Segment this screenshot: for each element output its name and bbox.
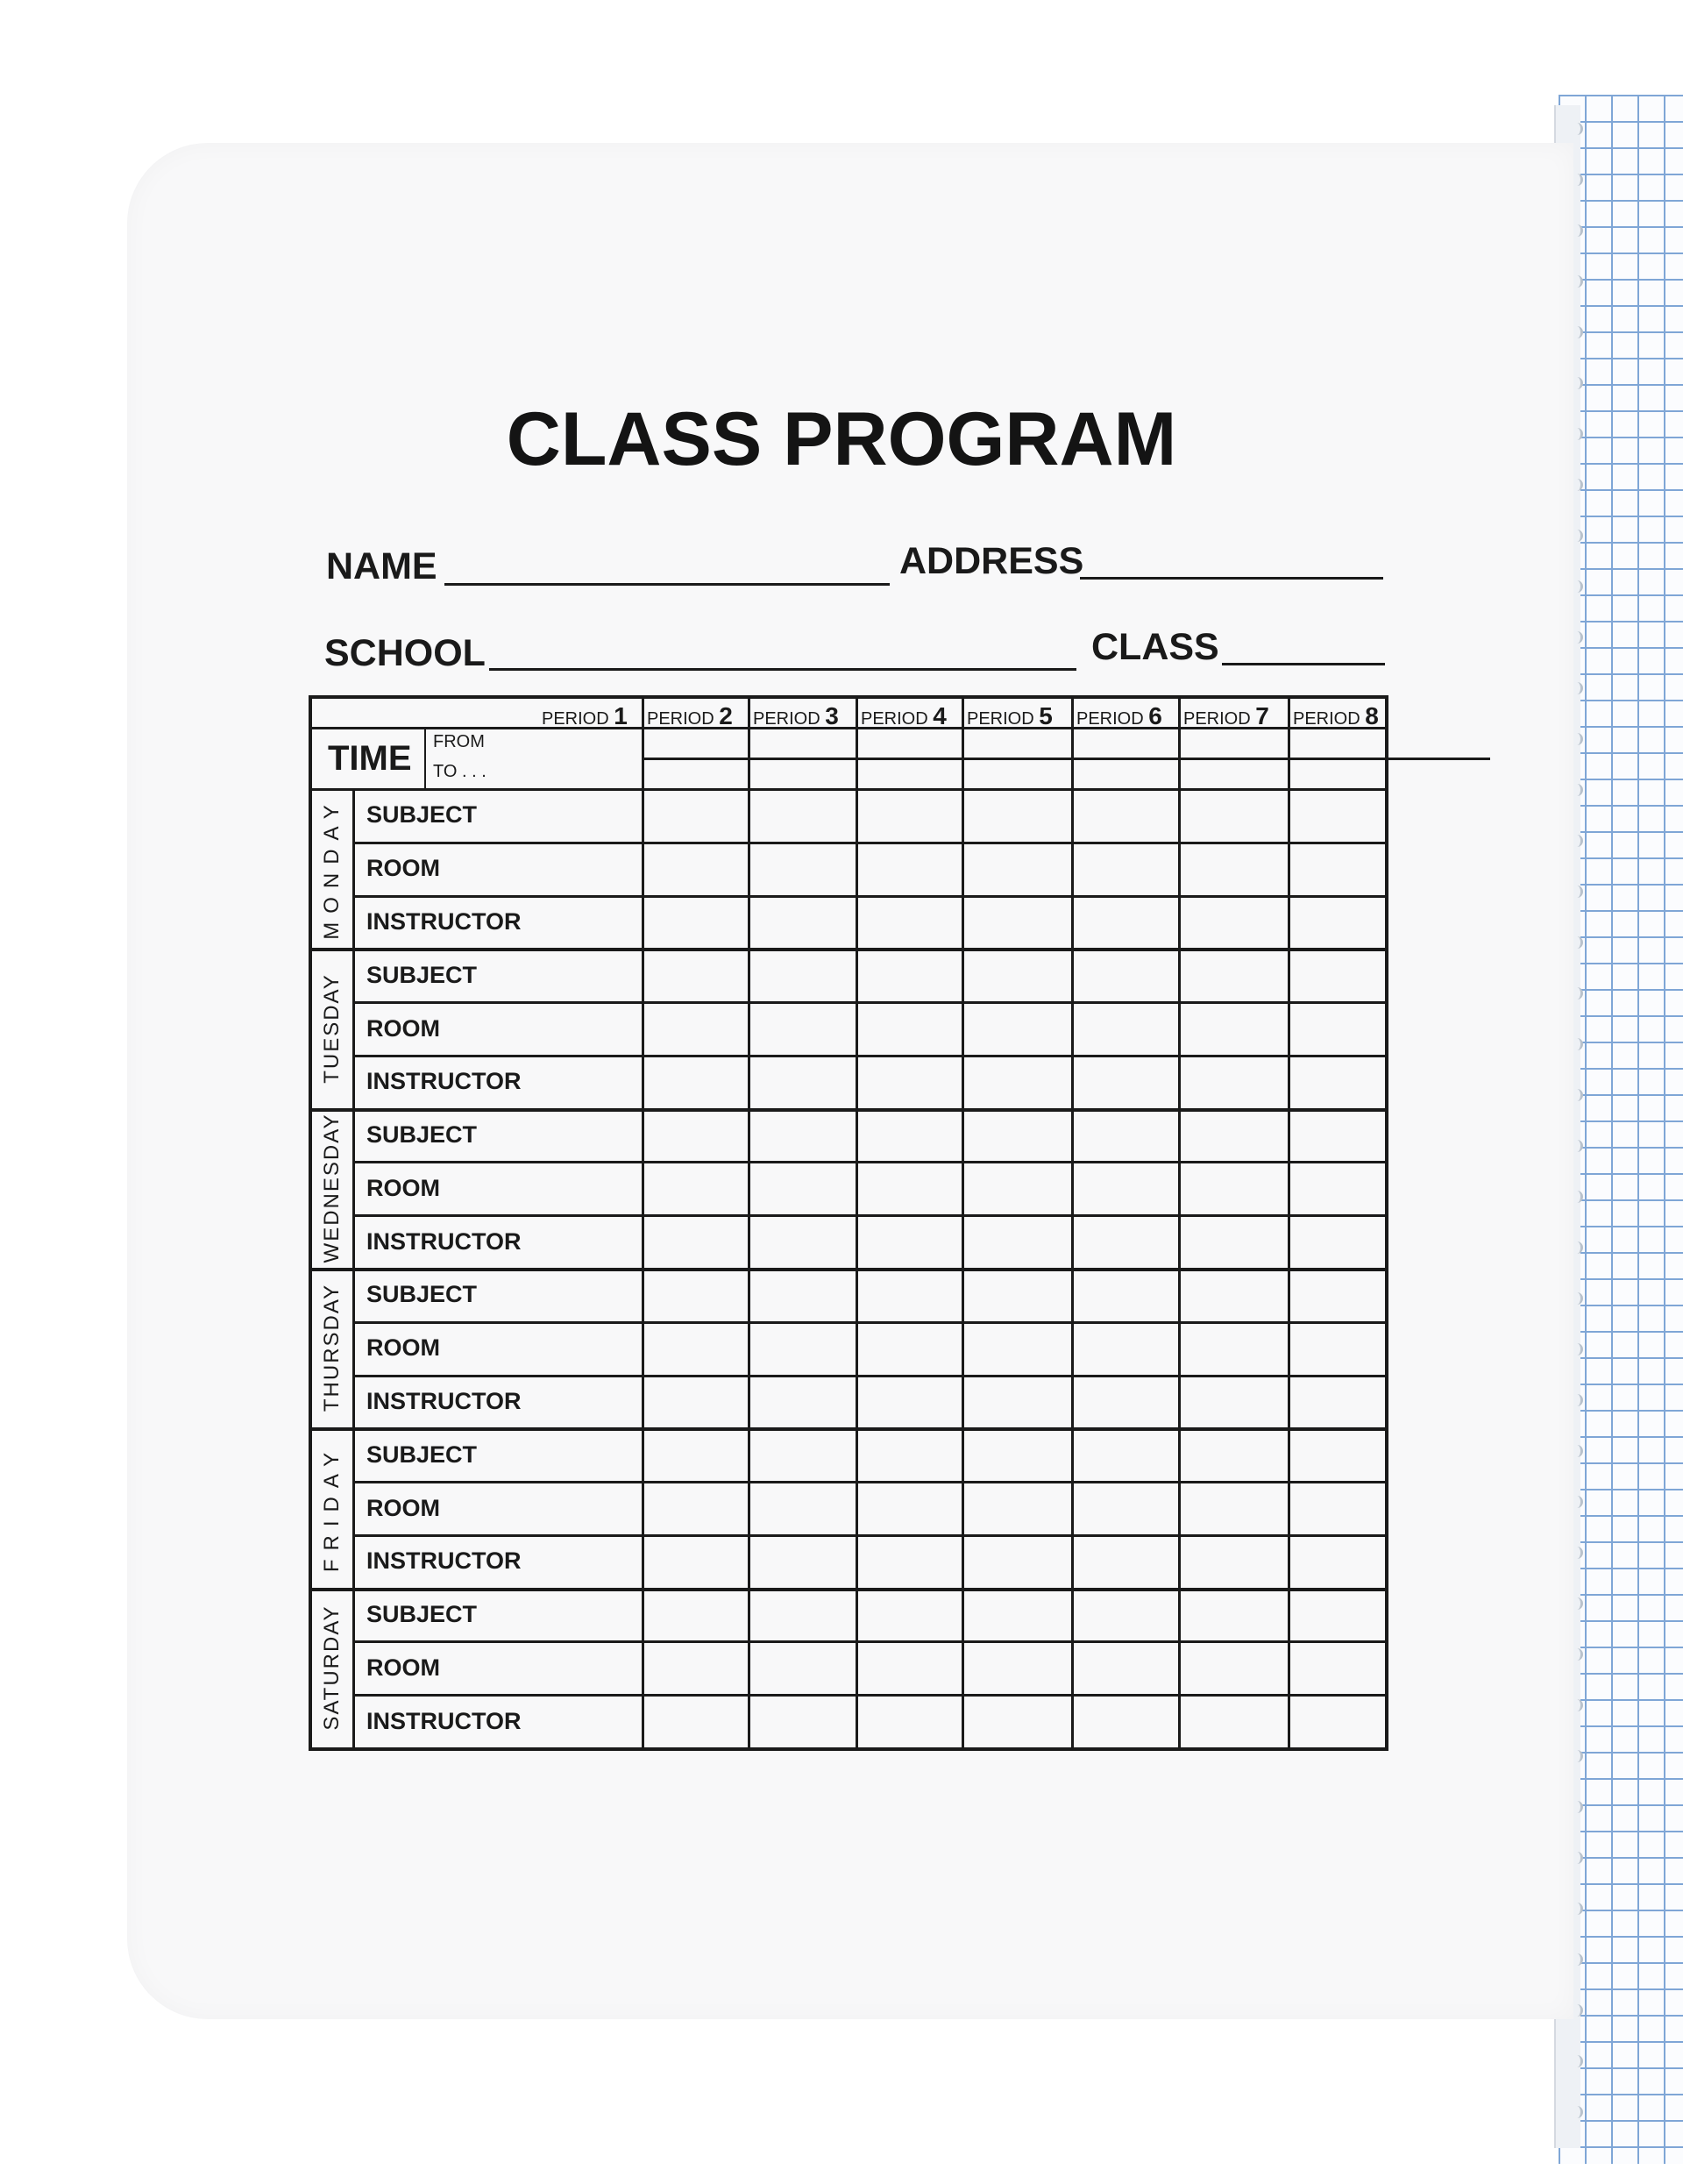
schedule-cell[interactable] bbox=[1074, 1697, 1175, 1745]
schedule-cell[interactable] bbox=[1074, 1057, 1175, 1106]
row-label-subject: SUBJECT bbox=[366, 1121, 478, 1149]
schedule-cell[interactable] bbox=[750, 1537, 853, 1585]
schedule-cell[interactable] bbox=[644, 898, 745, 946]
schedule-cell[interactable] bbox=[964, 844, 1069, 893]
period-number: 6 bbox=[1148, 702, 1162, 729]
schedule-cell[interactable] bbox=[964, 1537, 1069, 1585]
schedule-cell[interactable] bbox=[964, 1430, 1069, 1478]
schedule-cell[interactable] bbox=[750, 791, 853, 839]
schedule-cell[interactable] bbox=[1181, 1643, 1285, 1691]
schedule-cell[interactable] bbox=[1074, 950, 1175, 999]
period-number: 7 bbox=[1255, 702, 1269, 729]
day-label-monday: MONDAY bbox=[320, 796, 344, 940]
schedule-cell[interactable] bbox=[539, 844, 639, 893]
day-label-tuesday: TUESDAY bbox=[320, 972, 344, 1084]
schedule-cell[interactable] bbox=[1290, 1270, 1382, 1319]
schedule-cell[interactable] bbox=[644, 1057, 745, 1106]
schedule-cell[interactable] bbox=[750, 1217, 853, 1265]
schedule-cell[interactable] bbox=[1074, 791, 1175, 839]
schedule-cell[interactable] bbox=[858, 1111, 959, 1159]
from-to-divider bbox=[424, 727, 426, 788]
schedule-cell[interactable] bbox=[1181, 1430, 1285, 1478]
period-number: 1 bbox=[614, 702, 628, 729]
schedule-cell[interactable] bbox=[1074, 1324, 1175, 1372]
schedule-cell[interactable] bbox=[750, 1163, 853, 1212]
school-label: SCHOOL bbox=[324, 632, 486, 674]
schedule-cell[interactable] bbox=[1181, 1483, 1285, 1532]
schedule-cell[interactable] bbox=[644, 1483, 745, 1532]
schedule-cell[interactable] bbox=[1074, 1270, 1175, 1319]
schedule-cell[interactable] bbox=[1181, 1270, 1285, 1319]
name-label: NAME bbox=[326, 545, 437, 587]
schedule-cell[interactable] bbox=[1074, 1430, 1175, 1478]
schedule-cell[interactable] bbox=[539, 898, 639, 946]
schedule-cell[interactable] bbox=[539, 791, 639, 839]
time-label: TIME bbox=[328, 739, 412, 778]
row-label-instructor: INSTRUCTOR bbox=[366, 1068, 522, 1095]
binding-ring bbox=[1554, 2106, 1583, 2118]
period-word: PERIOD bbox=[1076, 709, 1149, 729]
schedule-cell[interactable] bbox=[964, 950, 1069, 999]
schedule-cell[interactable] bbox=[1074, 1643, 1175, 1691]
schedule-cell[interactable] bbox=[1290, 1377, 1382, 1426]
schedule-cell[interactable] bbox=[644, 1163, 745, 1212]
schedule-cell[interactable] bbox=[1290, 1430, 1382, 1478]
schedule-cell[interactable] bbox=[539, 1590, 639, 1639]
class-field[interactable] bbox=[1222, 663, 1385, 665]
period-word: PERIOD bbox=[647, 709, 720, 729]
schedule-cell[interactable] bbox=[644, 1004, 745, 1052]
schedule-cell[interactable] bbox=[964, 1004, 1069, 1052]
address-field[interactable] bbox=[1080, 577, 1383, 580]
period-number: 8 bbox=[1365, 702, 1379, 729]
row-label-room: ROOM bbox=[366, 1334, 440, 1362]
schedule-cell[interactable] bbox=[1181, 950, 1285, 999]
schedule-cell[interactable] bbox=[750, 1111, 853, 1159]
schedule-cell[interactable] bbox=[644, 791, 745, 839]
schedule-cell[interactable] bbox=[750, 844, 853, 893]
schedule-cell[interactable] bbox=[1074, 1217, 1175, 1265]
period-number: 2 bbox=[719, 702, 733, 729]
schedule-cell[interactable] bbox=[750, 1004, 853, 1052]
day-label-wednesday: WEDNESDAY bbox=[320, 1113, 344, 1263]
schedule-cell[interactable] bbox=[964, 1697, 1069, 1745]
schedule-cell[interactable] bbox=[644, 1111, 745, 1159]
schedule-cell[interactable] bbox=[1181, 1057, 1285, 1106]
row-label-subject: SUBJECT bbox=[366, 1441, 478, 1468]
schedule-cell[interactable] bbox=[858, 1590, 959, 1639]
schedule-cell[interactable] bbox=[1074, 1004, 1175, 1052]
schedule-cell[interactable] bbox=[1290, 1697, 1382, 1745]
row-label-instructor: INSTRUCTOR bbox=[366, 1227, 522, 1255]
schedule-cell[interactable] bbox=[858, 1697, 959, 1745]
schedule-cell[interactable] bbox=[964, 1324, 1069, 1372]
schedule-cell[interactable] bbox=[750, 1057, 853, 1106]
schedule-cell[interactable] bbox=[1290, 898, 1382, 946]
schedule-cell[interactable] bbox=[539, 1483, 639, 1532]
schedule-cell[interactable] bbox=[644, 1377, 745, 1426]
schedule-cell[interactable] bbox=[964, 1643, 1069, 1691]
period-number: 4 bbox=[933, 702, 947, 729]
schedule-cell[interactable] bbox=[750, 1430, 853, 1478]
schedule-cell[interactable] bbox=[750, 1377, 853, 1426]
schedule-cell[interactable] bbox=[750, 1483, 853, 1532]
day-label-saturday: SATURDAY bbox=[320, 1604, 344, 1731]
schedule-cell[interactable] bbox=[644, 1430, 745, 1478]
schedule-cell[interactable] bbox=[539, 1643, 639, 1691]
period-header bbox=[861, 702, 947, 730]
schedule-cell[interactable] bbox=[644, 1537, 745, 1585]
schedule-cell[interactable] bbox=[1181, 898, 1285, 946]
schedule-cell[interactable] bbox=[1290, 1111, 1382, 1159]
period-header bbox=[753, 702, 839, 730]
to-label: TO . . . bbox=[433, 762, 486, 781]
schedule-cell[interactable] bbox=[1290, 1163, 1382, 1212]
schedule-cell[interactable] bbox=[539, 1270, 639, 1319]
period-word: PERIOD bbox=[967, 709, 1040, 729]
from-label: FROM bbox=[433, 732, 485, 751]
schedule-cell[interactable] bbox=[539, 1217, 639, 1265]
schedule-cell[interactable] bbox=[1074, 1590, 1175, 1639]
schedule-cell[interactable] bbox=[858, 1004, 959, 1052]
schedule-cell[interactable] bbox=[1290, 1590, 1382, 1639]
period-number: 3 bbox=[825, 702, 839, 729]
schedule-cell[interactable] bbox=[539, 1537, 639, 1585]
schedule-cell[interactable] bbox=[1181, 1217, 1285, 1265]
schedule-cell[interactable] bbox=[750, 1324, 853, 1372]
schedule-cell[interactable] bbox=[750, 1270, 853, 1319]
schedule-cell[interactable] bbox=[858, 1270, 959, 1319]
schedule-cell[interactable] bbox=[539, 1377, 639, 1426]
schedule-cell[interactable] bbox=[644, 1697, 745, 1745]
row-label-room: ROOM bbox=[366, 1014, 440, 1042]
schedule-cell[interactable] bbox=[858, 1377, 959, 1426]
school-field[interactable] bbox=[489, 668, 1076, 671]
schedule-cell[interactable] bbox=[858, 1537, 959, 1585]
schedule-cell[interactable] bbox=[1181, 1111, 1285, 1159]
schedule-cell[interactable] bbox=[1290, 1324, 1382, 1372]
schedule-cell[interactable] bbox=[644, 1270, 745, 1319]
schedule-cell[interactable] bbox=[1181, 1163, 1285, 1212]
schedule-cell[interactable] bbox=[1181, 1324, 1285, 1372]
day-label-friday: FRIDAY bbox=[320, 1443, 344, 1572]
name-field[interactable] bbox=[444, 583, 890, 586]
schedule-cell[interactable] bbox=[1181, 791, 1285, 839]
schedule-cell[interactable] bbox=[1074, 1537, 1175, 1585]
schedule-cell[interactable] bbox=[964, 1377, 1069, 1426]
period-word: PERIOD bbox=[1183, 709, 1256, 729]
schedule-cell[interactable] bbox=[1290, 950, 1382, 999]
schedule-cell[interactable] bbox=[539, 1004, 639, 1052]
schedule-cell[interactable] bbox=[964, 791, 1069, 839]
row-label-instructor: INSTRUCTOR bbox=[366, 1707, 522, 1734]
row-label-room: ROOM bbox=[366, 855, 440, 882]
schedule-cell[interactable] bbox=[1074, 1163, 1175, 1212]
schedule-cell[interactable] bbox=[1290, 844, 1382, 893]
period-word: PERIOD bbox=[861, 709, 934, 729]
row-label-room: ROOM bbox=[366, 1174, 440, 1201]
schedule-cell[interactable] bbox=[539, 1163, 639, 1212]
period-header bbox=[967, 702, 1053, 730]
schedule-cell[interactable] bbox=[539, 1111, 639, 1159]
schedule-cell[interactable] bbox=[644, 1324, 745, 1372]
schedule-cell[interactable] bbox=[858, 791, 959, 839]
schedule-cell[interactable] bbox=[1290, 1004, 1382, 1052]
schedule-cell[interactable] bbox=[964, 1111, 1069, 1159]
schedule-cell[interactable] bbox=[1181, 1377, 1285, 1426]
schedule-cell[interactable] bbox=[858, 1324, 959, 1372]
schedule-cell[interactable] bbox=[750, 950, 853, 999]
schedule-cell[interactable] bbox=[644, 1217, 745, 1265]
schedule-cell[interactable] bbox=[858, 1163, 959, 1212]
schedule-cell[interactable] bbox=[1074, 1111, 1175, 1159]
schedule-cell[interactable] bbox=[644, 1643, 745, 1691]
schedule-cell[interactable] bbox=[539, 950, 639, 999]
schedule-cell[interactable] bbox=[1290, 791, 1382, 839]
schedule-cell[interactable] bbox=[964, 1270, 1069, 1319]
schedule-cell[interactable] bbox=[1074, 1377, 1175, 1426]
schedule-cell[interactable] bbox=[964, 1217, 1069, 1265]
schedule-cell[interactable] bbox=[1290, 1537, 1382, 1585]
schedule-cell[interactable] bbox=[1290, 1217, 1382, 1265]
schedule-cell[interactable] bbox=[1181, 844, 1285, 893]
row-label-subject: SUBJECT bbox=[366, 801, 478, 829]
row-label-room: ROOM bbox=[366, 1494, 440, 1521]
period-word: PERIOD bbox=[1293, 709, 1366, 729]
schedule-cell[interactable] bbox=[1181, 1537, 1285, 1585]
row-label-subject: SUBJECT bbox=[366, 1601, 478, 1628]
schedule-cell[interactable] bbox=[644, 844, 745, 893]
row-label-instructor: INSTRUCTOR bbox=[366, 1547, 522, 1575]
schedule-cell[interactable] bbox=[1074, 1483, 1175, 1532]
schedule-cell[interactable] bbox=[539, 1430, 639, 1478]
schedule-cell[interactable] bbox=[1074, 898, 1175, 946]
schedule-cell[interactable] bbox=[539, 1324, 639, 1372]
period-word: PERIOD bbox=[753, 709, 826, 729]
period-header bbox=[542, 702, 628, 730]
binding-ring bbox=[1554, 2055, 1583, 2067]
schedule-cell[interactable] bbox=[1290, 1643, 1382, 1691]
schedule-cell[interactable] bbox=[750, 1643, 853, 1691]
row-label-instructor: INSTRUCTOR bbox=[366, 1387, 522, 1414]
schedule-cell[interactable] bbox=[1290, 1057, 1382, 1106]
period-header bbox=[1293, 702, 1379, 730]
schedule-cell[interactable] bbox=[858, 1483, 959, 1532]
row-label-room: ROOM bbox=[366, 1654, 440, 1681]
schedule-cell[interactable] bbox=[644, 950, 745, 999]
schedule-cell[interactable] bbox=[1074, 844, 1175, 893]
row-label-subject: SUBJECT bbox=[366, 1281, 478, 1308]
row-label-instructor: INSTRUCTOR bbox=[366, 907, 522, 935]
schedule-cell[interactable] bbox=[858, 1430, 959, 1478]
schedule-cell[interactable] bbox=[750, 1697, 853, 1745]
schedule-cell[interactable] bbox=[539, 1697, 639, 1745]
schedule-cell[interactable] bbox=[964, 1483, 1069, 1532]
day-label-thursday: THURSDAY bbox=[320, 1284, 344, 1412]
period-header bbox=[1076, 702, 1162, 730]
schedule-cell[interactable] bbox=[858, 1217, 959, 1265]
binding-ring bbox=[1554, 123, 1583, 135]
period-header bbox=[647, 702, 733, 730]
schedule-cell[interactable] bbox=[539, 1057, 639, 1106]
schedule-cell[interactable] bbox=[964, 1163, 1069, 1212]
time-split-line bbox=[642, 758, 1490, 760]
schedule-cell[interactable] bbox=[964, 898, 1069, 946]
period-word: PERIOD bbox=[542, 709, 614, 729]
schedule-cell[interactable] bbox=[858, 950, 959, 999]
page-title: CLASS PROGRAM bbox=[506, 397, 1177, 481]
schedule-cell[interactable] bbox=[964, 1057, 1069, 1106]
period-header bbox=[1183, 702, 1269, 730]
schedule-cell[interactable] bbox=[858, 1643, 959, 1691]
class-label: CLASS bbox=[1091, 626, 1219, 668]
schedule-cell[interactable] bbox=[1181, 1697, 1285, 1745]
schedule-cell[interactable] bbox=[858, 898, 959, 946]
schedule-cell[interactable] bbox=[1290, 1483, 1382, 1532]
schedule-cell[interactable] bbox=[858, 844, 959, 893]
schedule-cell[interactable] bbox=[964, 1590, 1069, 1639]
address-label: ADDRESS bbox=[899, 540, 1084, 582]
schedule-cell[interactable] bbox=[1181, 1590, 1285, 1639]
schedule-cell[interactable] bbox=[858, 1057, 959, 1106]
schedule-cell[interactable] bbox=[750, 898, 853, 946]
schedule-cell[interactable] bbox=[644, 1590, 745, 1639]
schedule-cell[interactable] bbox=[1181, 1004, 1285, 1052]
schedule-cell[interactable] bbox=[750, 1590, 853, 1639]
period-number: 5 bbox=[1039, 702, 1053, 729]
row-label-subject: SUBJECT bbox=[366, 961, 478, 988]
class-schedule-table bbox=[309, 695, 1388, 1751]
